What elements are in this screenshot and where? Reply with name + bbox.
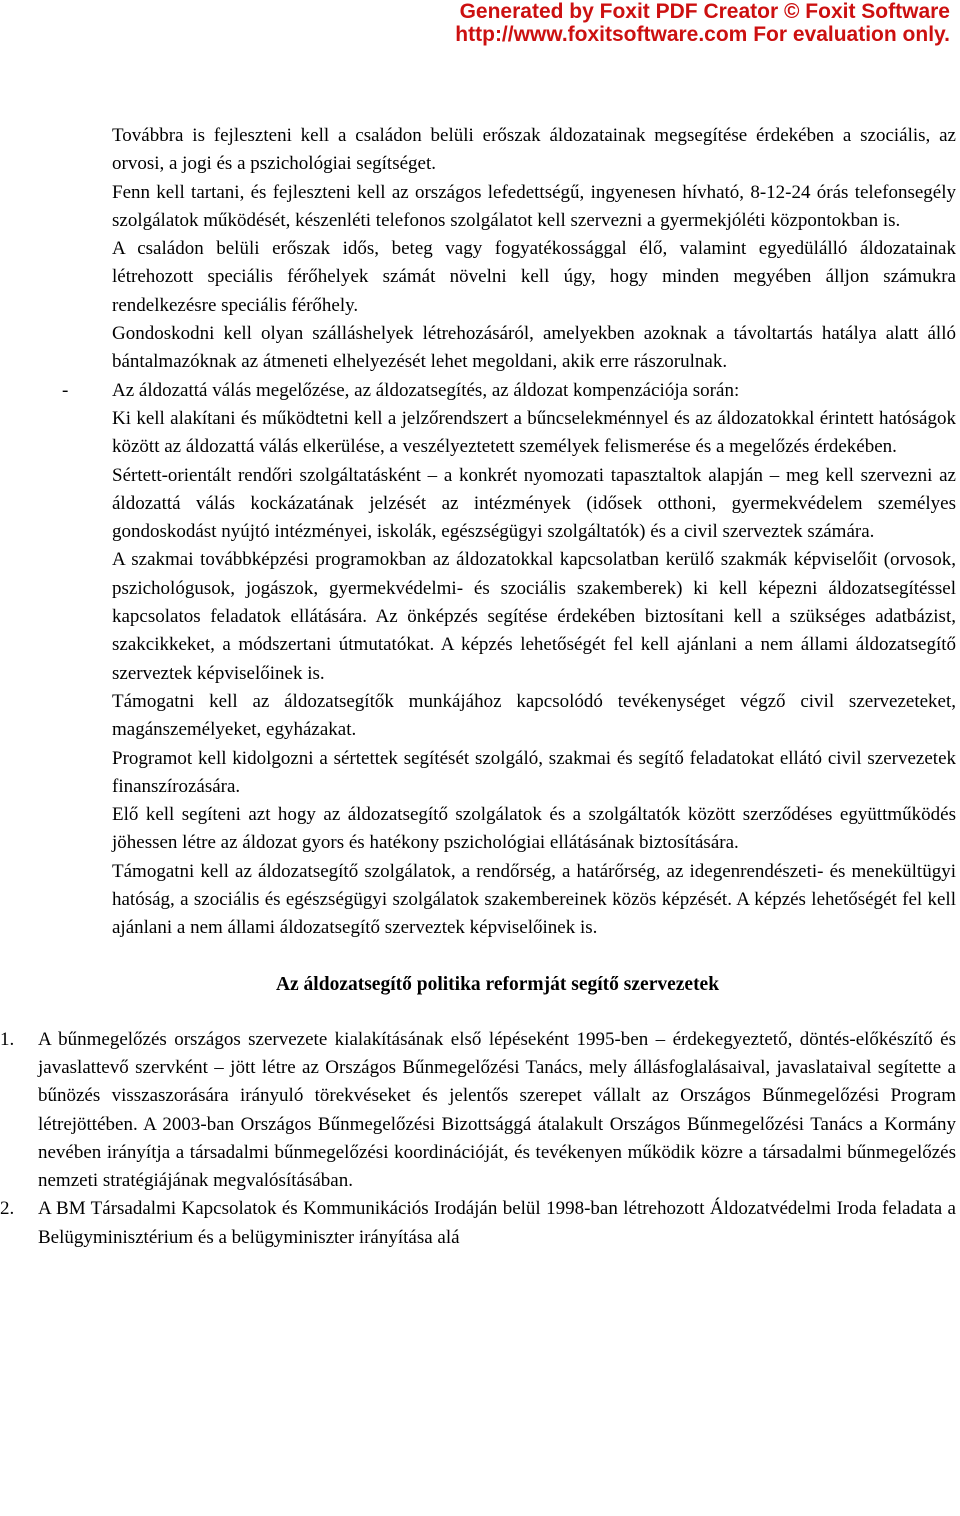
- dash-list-item: [62, 377, 956, 943]
- list-number: 1.: [0, 1028, 15, 1050]
- paragraph: Ki kell alakítani és működtetni kell a jelzőrendszert a bűncselekménnyel és az áldozatokkal érintett hatóságok között az áldozattá válás elkerülése, a veszélyeztetett személyek felismerése és a megelőzés érdekében.: [112, 407, 956, 458]
- paragraph: A szakmai továbbképzési programokban az áldozatokkal kapcsolatban kerülő szakmák képviselőit (orvosok, pszichológusok, jogászok, gyermekvédelmi- és szociális szakemberek) ki kell képezni áldozatsegítéssel kapcsolatos feladatok ellátására. Az önképzés segítése érdekében biztosítani kell a szükséges adatbázist, szakcikkeket, a módszertani útmutatókat. A képzés lehetőségét fel kell ajánlani a nem állami áldozatsegítő szerveztek képviselőinek is.: [112, 549, 956, 684]
- paragraph: A családon belüli erőszak idős, beteg vagy fogyatékossággal élő, valamint egyedülálló áldozatainak létrehozott speciális férőhelyek számát növelni kell úgy, hogy minden megyében álljon számukra rendelkezésre speciális férőhely.: [112, 238, 956, 316]
- numbered-item-text: A bűnmegelőzés országos szervezete kialakításának első lépéseként 1995-ben – érdekegyeztető, döntés-előkészítő és javaslattevő szervként – jött létre az Országos Bűnmegelőzési Tanács, mely állásfoglalásaival, javaslataival segítette a bűnözés visszaszorására irányuló törekvéseket és jelentős szerepet vállalt az Országos Bűnmegelőzési Program létrejöttében. A 2003-ban Országos Bűnmegelőzési Bizottsággá átalakult Országos Bűnmegelőzési Tanács a Kormány nevében irányítja a társadalmi bűnmegelőzési koordinációját, és tevékenyen működik közre a társadalmi bűnmegelőzés nemzeti stratégiájának megvalósításában.: [38, 1028, 956, 1192]
- document-body: [0, 122, 960, 1252]
- watermark-line-1: Generated by Foxit PDF Creator © Foxit Software: [459, 0, 950, 23]
- dash-bullet: -: [62, 379, 69, 401]
- numbered-list-item: [0, 1026, 956, 1196]
- paragraph: Továbbra is fejleszteni kell a családon belüli erőszak áldozatainak megsegítése érdekében a szociális, az orvosi, a jogi és a pszichológiai segítséget.: [112, 125, 956, 175]
- watermark-line-2: http://www.foxitsoftware.com For evaluation only.: [455, 23, 950, 46]
- paragraph: Sértett-orientált rendőri szolgáltatásként – a konkrét nyomozati tapasztaltok alapján – meg kell szervezni az áldozattá válás kockázatának jelzését az intézmények (idősek otthoni, gyermekvédelem személyes gondoskodást nyújtó intézményei, iskolák, egészségügyi szolgáltatók) és a civil szerveztek számára.: [112, 464, 956, 543]
- foxit-watermark: [390, 0, 950, 46]
- dash-item-title: Az áldozattá válás megelőzése, az áldozatsegítés, az áldozat kompenzációja során:: [112, 379, 740, 401]
- list-number: 2.: [0, 1198, 15, 1220]
- numbered-item-text: A BM Társadalmi Kapcsolatok és Kommunikációs Irodáján belül 1998-ban létrehozott Áldozatvédelmi Iroda feladata a Belügyminisztérium és a belügyminiszter irányítása alá: [38, 1198, 956, 1248]
- paragraph: Programot kell kidolgozni a sértettek segítését szolgáló, szakmai és segítő feladatokat ellátó civil szervezetek finanszírozására.: [112, 747, 956, 797]
- paragraph: Támogatni kell az áldozatsegítők munkájához kapcsolódó tevékenységet végző civil szervezeteket, magánszemélyeket, egyházakat.: [112, 690, 956, 741]
- paragraph: Elő kell segíteni azt hogy az áldozatsegítő szolgálatok és a szolgáltatók között szerződéses együttműködés jöhessen létre az áldozat gyors és hatékony pszichológiai ellátásának biztosítására.: [112, 804, 956, 854]
- paragraph: Gondoskodni kell olyan szálláshelyek létrehozásáról, amelyekben azoknak a távoltartás hatálya alatt álló bántalmazóknak az átmeneti elhelyezését lehet megoldani, akik erre rászorulnak.: [112, 323, 956, 373]
- numbered-list-item: [0, 1195, 956, 1252]
- paragraph: Fenn kell tartani, és fejleszteni kell az országos lefedettségű, ingyenesen hívható, 8-12-24 órás telefonsegély szolgálatok működését, készenléti telefonos szolgálatot kell szervezni a gyermekjóléti központokban is.: [112, 181, 956, 231]
- paragraph: Támogatni kell az áldozatsegítő szolgálatok, a rendőrség, a határőrség, az idegenrendészeti- és menekültügyi hatóság, a szociális és egészségügyi szolgálatok szakembereinek közös képzését. A képzés lehetőségét fel kell ajánlani a nem állami áldozatsegítő szerveztek képviselőinek is.: [112, 860, 956, 939]
- section-heading: Az áldozatsegítő politika reformját segítő szervezetek: [275, 973, 720, 995]
